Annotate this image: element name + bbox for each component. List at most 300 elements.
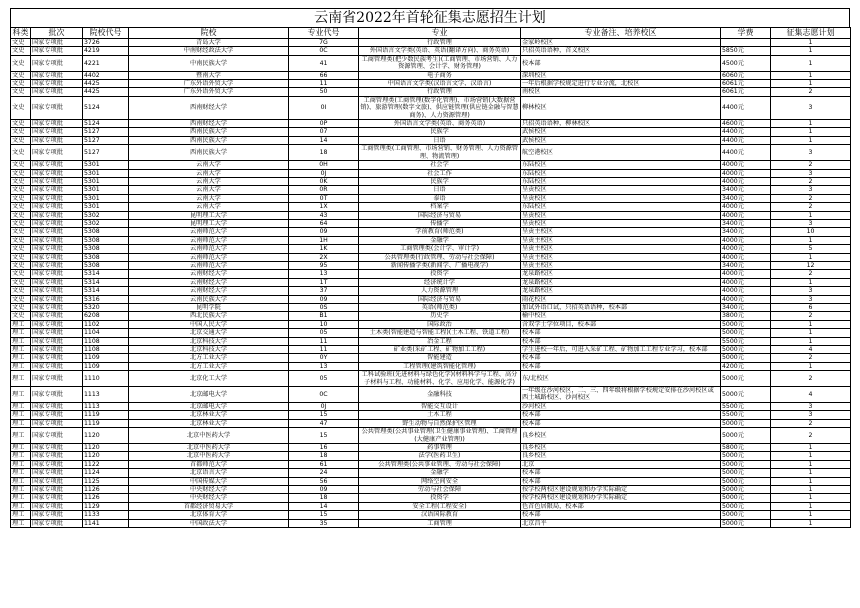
cell-major-code: 24 (289, 469, 359, 477)
cell-major-code: 15 (289, 428, 359, 444)
cell-school: 北京林业大学 (129, 419, 289, 427)
cell-category: 理工 (11, 452, 31, 460)
cell-school: 云南财经大学 (129, 278, 289, 286)
table-row (11, 295, 851, 303)
table-row (11, 312, 851, 320)
table-row (11, 502, 851, 510)
cell-major: 社会工作 (359, 169, 521, 177)
table-row (11, 136, 851, 144)
cell-major: 汉语国际教育 (359, 511, 521, 519)
cell-remarks: 含双学士学位项目，校本部 (521, 320, 721, 328)
cell-remarks: 榆中校区 (521, 312, 721, 320)
cell-school-code: 3726 (83, 39, 129, 47)
cell-remarks: 呈贡校区 (521, 211, 721, 219)
cell-school: 云南大学 (129, 169, 289, 177)
cell-plan: 2 (771, 270, 851, 278)
cell-tuition: 5800元 (721, 443, 771, 451)
cell-remarks: 校本部 (521, 337, 721, 345)
cell-category: 理工 (11, 354, 31, 362)
table-row (11, 39, 851, 47)
cell-batch: 国家专项批 (31, 502, 83, 510)
cell-major-code: 0H (289, 161, 359, 169)
cell-school: 中国传媒大学 (129, 477, 289, 485)
cell-plan: 1 (771, 477, 851, 485)
cell-school: 昆明理工大学 (129, 219, 289, 227)
table-row (11, 228, 851, 236)
cell-remarks: 呈贡校区 (521, 186, 721, 194)
table-row (11, 485, 851, 493)
cell-school-code: 1110 (83, 371, 129, 387)
cell-batch: 国家专项批 (31, 485, 83, 493)
cell-school-code: 1109 (83, 362, 129, 370)
table-row (11, 329, 851, 337)
cell-tuition: 5500元 (721, 411, 771, 419)
cell-school-code: 4221 (83, 55, 129, 71)
cell-major: 野生动物与自然保护区管理 (359, 419, 521, 427)
cell-plan: 1 (771, 47, 851, 55)
cell-category: 理工 (11, 428, 31, 444)
cell-school-code: 1108 (83, 346, 129, 354)
cell-plan: 1 (771, 469, 851, 477)
cell-tuition: 4400元 (721, 128, 771, 136)
cell-school: 中国政法大学 (129, 519, 289, 527)
cell-school-code: 1102 (83, 320, 129, 328)
cell-plan: 2 (771, 354, 851, 362)
cell-tuition: 4000元 (721, 177, 771, 185)
cell-tuition: 4000元 (721, 253, 771, 261)
cell-major-code: 05 (289, 371, 359, 387)
cell-major: 公共管理类(公共事业管理、劳动与社会保障) (359, 460, 521, 468)
cell-batch: 国家专项批 (31, 270, 83, 278)
cell-school-code: 5308 (83, 236, 129, 244)
cell-major-code: B1 (289, 312, 359, 320)
cell-category: 文史 (11, 128, 31, 136)
cell-tuition: 4000元 (721, 203, 771, 211)
table-row (11, 346, 851, 354)
cell-major-code: 10 (289, 320, 359, 328)
cell-remarks: 校本部 (521, 354, 721, 362)
cell-major: 国际经济与贸易 (359, 295, 521, 303)
cell-major: 国际政治 (359, 320, 521, 328)
cell-tuition: 4500元 (721, 55, 771, 71)
header-major-code: 专业代号 (289, 28, 359, 39)
cell-tuition: 3400元 (721, 228, 771, 236)
cell-remarks: 良乡校区 (521, 428, 721, 444)
cell-major-code: 1X (289, 203, 359, 211)
cell-plan: 12 (771, 261, 851, 269)
cell-school: 中南财经政法大学 (129, 47, 289, 55)
table-row (11, 47, 851, 55)
cell-major-code: 50 (289, 88, 359, 96)
cell-plan: 4 (771, 346, 851, 354)
cell-remarks: 沙河校区 (521, 402, 721, 410)
cell-plan: 1 (771, 485, 851, 493)
cell-school-code: 5308 (83, 228, 129, 236)
table-row (11, 337, 851, 345)
cell-school-code: 1119 (83, 419, 129, 427)
cell-school-code: 1119 (83, 411, 129, 419)
cell-batch: 国家专项批 (31, 261, 83, 269)
cell-remarks: 按学校两校区建设规划和办学实际确定 (521, 494, 721, 502)
cell-tuition: 4000元 (721, 211, 771, 219)
cell-batch: 国家专项批 (31, 387, 83, 403)
header-major: 专业 (359, 28, 521, 39)
cell-batch: 国家专项批 (31, 194, 83, 202)
cell-major: 学前教育(师范类) (359, 228, 521, 236)
cell-major: 行政管理 (359, 39, 521, 47)
cell-remarks: 学生进校一年后，可进入采矿工程、矿物加工工程专业学习，校本部 (521, 346, 721, 354)
cell-major: 电子商务 (359, 71, 521, 79)
cell-remarks: 校本部 (521, 362, 721, 370)
cell-tuition: 4000元 (721, 295, 771, 303)
cell-category: 理工 (11, 329, 31, 337)
cell-major-code: 95 (289, 261, 359, 269)
cell-major-code: 0Y (289, 354, 359, 362)
cell-major: 工商管理类(工商管理(数字化管理)、市场营销(大数据营销)、旅游管理(数字文旅)、供应链管理(供应链金融与智慧商务)、人力资源管理) (360, 96, 519, 119)
cell-school-code: 5314 (83, 287, 129, 295)
cell-remarks: 雨花校区 (521, 295, 721, 303)
cell-category: 理工 (11, 387, 31, 403)
header-remarks: 专业备注、培养校区 (521, 28, 721, 39)
cell-school: 云南大学 (129, 203, 289, 211)
cell-school: 云南师范大学 (129, 245, 289, 253)
cell-school-code: 5316 (83, 295, 129, 303)
table-row (11, 304, 851, 312)
cell-plan: 6 (771, 304, 851, 312)
header-batch: 批次 (31, 28, 83, 39)
cell-tuition: 3400元 (721, 304, 771, 312)
cell-major: 法学(医药卫生) (359, 452, 521, 460)
cell-category: 文史 (11, 304, 31, 312)
cell-batch: 国家专项批 (31, 88, 83, 96)
cell-batch: 国家专项批 (31, 511, 83, 519)
cell-tuition: 5000元 (721, 511, 771, 519)
cell-major-code: 11 (289, 80, 359, 88)
cell-category: 理工 (11, 469, 31, 477)
cell-major: 工程管理(建筑智能化管理) (359, 362, 521, 370)
cell-tuition: 5000元 (721, 519, 771, 527)
table-row (11, 261, 851, 269)
cell-tuition: 5000元 (721, 354, 771, 362)
cell-batch: 国家专项批 (31, 39, 83, 47)
cell-remarks: 东陆校区 (521, 161, 721, 169)
cell-major-code: 09 (289, 295, 359, 303)
cell-school-code: 1104 (83, 329, 129, 337)
cell-category: 理工 (11, 460, 31, 468)
cell-major-code: 0C (289, 387, 359, 403)
cell-batch: 国家专项批 (31, 219, 83, 227)
cell-major-code: 0S (289, 304, 359, 312)
cell-major: 工商管理类(把少数民族考生)(工商管理、市场营销、人力资源管理、会计学、财务管理) (359, 55, 521, 71)
cell-remarks: 加试外语口试，只招英语语种，校本部 (521, 304, 721, 312)
cell-remarks: 金家岭校区 (521, 39, 721, 47)
cell-major-code: 0K (289, 177, 359, 185)
cell-school: 云南大学 (129, 186, 289, 194)
cell-major: 泰语 (359, 194, 521, 202)
cell-major-code: 11 (289, 337, 359, 345)
cell-major-code: 15 (289, 511, 359, 519)
cell-major: 英语(师范类) (359, 304, 521, 312)
cell-school: 西南财经大学 (129, 96, 289, 119)
cell-school-code: 1133 (83, 511, 129, 519)
cell-school-code: 5302 (83, 219, 129, 227)
cell-major: 土木类(智能建造与智能工程)(土木工程、铁道工程) (359, 329, 521, 337)
table-row (11, 354, 851, 362)
cell-school: 西北民族大学 (129, 312, 289, 320)
cell-school: 中央财经大学 (129, 494, 289, 502)
cell-major-code: 64 (289, 219, 359, 227)
cell-school: 云南师范大学 (129, 253, 289, 261)
table-row (11, 402, 851, 410)
cell-tuition: 5000元 (721, 469, 771, 477)
cell-tuition: 5000元 (721, 485, 771, 493)
table-row (11, 120, 851, 128)
cell-batch: 国家专项批 (31, 295, 83, 303)
cell-tuition: 4000元 (721, 287, 771, 295)
cell-tuition: 3800元 (721, 312, 771, 320)
cell-remarks: 呈贡校区 (521, 219, 721, 227)
table-row (11, 287, 851, 295)
cell-plan: 1 (771, 253, 851, 261)
cell-remarks: 龙泉路校区 (521, 278, 721, 286)
cell-batch: 国家专项批 (31, 120, 83, 128)
cell-tuition: 5000元 (721, 477, 771, 485)
cell-category: 文史 (11, 228, 31, 236)
cell-tuition: 5000元 (721, 428, 771, 444)
cell-school: 昆明学院 (129, 304, 289, 312)
cell-batch: 国家专项批 (31, 211, 83, 219)
cell-major-code: 0P (289, 120, 359, 128)
cell-major: 外国语言文学类(英语、英语(翻译方向)、商务英语) (359, 47, 521, 55)
cell-remarks: 南校区 (521, 88, 721, 96)
cell-category: 理工 (11, 494, 31, 502)
cell-batch: 国家专项批 (31, 312, 83, 320)
table-row (11, 80, 851, 88)
cell-major: 投资学 (359, 270, 521, 278)
cell-school: 北方工业大学 (129, 362, 289, 370)
cell-tuition: 3400元 (721, 194, 771, 202)
cell-school: 云南师范大学 (129, 228, 289, 236)
cell-remarks: 东陆校区 (521, 203, 721, 211)
cell-school-code: 5320 (83, 304, 129, 312)
cell-plan: 2 (771, 177, 851, 185)
cell-tuition: 4600元 (721, 120, 771, 128)
cell-plan: 1 (771, 136, 851, 144)
cell-category: 文史 (11, 136, 31, 144)
cell-major-code: 1T (289, 278, 359, 286)
cell-major-code: 61 (289, 460, 359, 468)
cell-batch: 国家专项批 (31, 477, 83, 485)
table-row (11, 219, 851, 227)
cell-plan: 1 (771, 329, 851, 337)
table-row (11, 320, 851, 328)
table-row (11, 278, 851, 286)
cell-batch: 国家专项批 (31, 452, 83, 460)
cell-school: 西南财经大学 (129, 120, 289, 128)
cell-major-code: 1K (289, 245, 359, 253)
cell-school-code: 1109 (83, 354, 129, 362)
cell-major-code: 18 (289, 494, 359, 502)
table-row (11, 186, 851, 194)
table-row (11, 128, 851, 136)
cell-tuition: 5000元 (721, 419, 771, 427)
cell-category: 理工 (11, 320, 31, 328)
table-row (11, 460, 851, 468)
cell-major: 工商管理类(会计学、审计学) (359, 245, 521, 253)
cell-category: 文史 (11, 169, 31, 177)
cell-plan: 1 (771, 443, 851, 451)
cell-plan: 1 (771, 39, 851, 47)
cell-remarks: 北京 (521, 460, 721, 468)
table-body (11, 39, 851, 528)
cell-category: 文史 (11, 145, 31, 161)
cell-plan: 2 (771, 312, 851, 320)
cell-tuition: 4000元 (721, 270, 771, 278)
table-row (11, 371, 851, 387)
cell-school-code: 1124 (83, 469, 129, 477)
cell-plan: 5 (771, 245, 851, 253)
table-row (11, 511, 851, 519)
cell-batch: 国家专项批 (31, 460, 83, 468)
table-row (11, 253, 851, 261)
cell-school: 北京林业大学 (129, 411, 289, 419)
cell-batch: 国家专项批 (31, 304, 83, 312)
cell-category: 文史 (11, 177, 31, 185)
cell-batch: 国家专项批 (31, 287, 83, 295)
cell-school-code: 5127 (83, 128, 129, 136)
cell-major: 土木工程 (359, 411, 521, 419)
page-title: 云南省2022年首轮征集志愿招生计划 (10, 8, 850, 27)
cell-remarks: 深圳校区 (521, 71, 721, 79)
header-category: 科类 (12, 28, 29, 37)
cell-plan: 3 (771, 295, 851, 303)
cell-remarks: 武侯校区 (521, 136, 721, 144)
cell-batch: 国家专项批 (31, 362, 83, 370)
cell-major: 劳动与社会保障 (359, 485, 521, 493)
cell-category: 文史 (11, 270, 31, 278)
cell-remarks: 柳林校区 (521, 96, 721, 119)
cell-remarks: 航空港校区 (521, 145, 721, 161)
table-row (11, 519, 851, 527)
cell-school-code: 1108 (83, 337, 129, 345)
cell-school-code: 1122 (83, 460, 129, 468)
cell-batch: 国家专项批 (31, 494, 83, 502)
cell-batch: 国家专项批 (31, 253, 83, 261)
cell-remarks: 武侯校区 (521, 128, 721, 136)
cell-remarks: 校本部 (521, 329, 721, 337)
cell-major-code: 47 (289, 419, 359, 427)
cell-school-code: 4425 (83, 88, 129, 96)
cell-tuition: 5000元 (721, 452, 771, 460)
cell-batch: 国家专项批 (31, 519, 83, 527)
cell-plan: 1 (771, 337, 851, 345)
cell-plan: 2 (771, 428, 851, 444)
cell-school: 云南师范大学 (129, 236, 289, 244)
cell-major-code: 0J (289, 402, 359, 410)
cell-school: 首都师范大学 (129, 460, 289, 468)
cell-plan: 3 (771, 402, 851, 410)
cell-category: 文史 (11, 96, 31, 119)
cell-major-code: 09 (289, 485, 359, 493)
cell-major: 金融学 (359, 469, 521, 477)
cell-tuition: 5000元 (721, 387, 771, 403)
cell-major: 安全工程(工程安全) (359, 502, 521, 510)
cell-remarks: 呈贡校区 (521, 194, 721, 202)
cell-tuition: 5000元 (721, 494, 771, 502)
cell-plan: 3 (771, 411, 851, 419)
cell-category: 文史 (11, 47, 31, 55)
cell-school: 西南民族大学 (129, 128, 289, 136)
cell-tuition (721, 39, 771, 47)
cell-category: 文史 (11, 245, 31, 253)
cell-school: 北京体育大学 (129, 511, 289, 519)
cell-remarks: 校本部 (521, 55, 721, 71)
cell-plan: 1 (771, 320, 851, 328)
cell-plan: 1 (771, 71, 851, 79)
cell-school-code: 5127 (83, 136, 129, 144)
cell-major-code: 09 (289, 228, 359, 236)
cell-major: 历史学 (359, 312, 521, 320)
cell-school-code: 4219 (83, 47, 129, 55)
cell-batch: 国家专项批 (31, 80, 83, 88)
cell-major: 工商管理 (359, 519, 521, 527)
cell-major: 工商管理类(工商管理、市场营销、财务管理、人力资源管理、物流管理) (359, 145, 521, 161)
cell-school-code: 1120 (83, 443, 129, 451)
cell-category: 理工 (11, 519, 31, 527)
cell-remarks: 东陆校区 (521, 177, 721, 185)
cell-plan: 1 (771, 460, 851, 468)
cell-remarks: 呈贡主校区 (521, 261, 721, 269)
cell-major-code: 11 (289, 346, 359, 354)
cell-batch: 国家专项批 (31, 278, 83, 286)
cell-major: 智能建造 (359, 354, 521, 362)
cell-category: 文史 (11, 194, 31, 202)
cell-remarks: 按学校两校区建设规划和办学实际确定 (521, 485, 721, 493)
cell-school-code: 1129 (83, 502, 129, 510)
cell-batch: 国家专项批 (31, 346, 83, 354)
cell-plan: 3 (771, 287, 851, 295)
cell-school-code: 1113 (83, 387, 129, 403)
table-row (11, 71, 851, 79)
cell-tuition: 5000元 (721, 371, 771, 387)
cell-major: 传播学 (359, 219, 521, 227)
cell-school: 北京化工大学 (129, 371, 289, 387)
cell-school: 北京中医药大学 (129, 452, 289, 460)
cell-tuition: 3400元 (721, 186, 771, 194)
table-row (11, 362, 851, 370)
cell-remarks: 校本部 (521, 477, 721, 485)
cell-category: 理工 (11, 502, 31, 510)
cell-tuition: 4000元 (721, 278, 771, 286)
cell-school-code: 4402 (83, 71, 129, 79)
cell-school-code: 1120 (83, 452, 129, 460)
cell-tuition: 5000元 (721, 460, 771, 468)
cell-school: 西南民族大学 (129, 145, 289, 161)
cell-school-code: 5301 (83, 194, 129, 202)
header-school: 院校 (129, 28, 289, 39)
cell-major-code: 0I (289, 96, 359, 119)
cell-batch: 国家专项批 (31, 443, 83, 451)
cell-school: 云南财经大学 (129, 287, 289, 295)
cell-batch: 国家专项批 (31, 402, 83, 410)
header-plan: 征集志愿计划 (771, 28, 851, 39)
cell-batch: 国家专项批 (31, 411, 83, 419)
cell-school: 中南民族大学 (129, 55, 289, 71)
cell-major-code: 41 (289, 55, 359, 71)
cell-school: 北京邮电大学 (129, 387, 289, 403)
cell-major: 外国语言文学类(英语、商务英语) (359, 120, 521, 128)
table-row (11, 419, 851, 427)
